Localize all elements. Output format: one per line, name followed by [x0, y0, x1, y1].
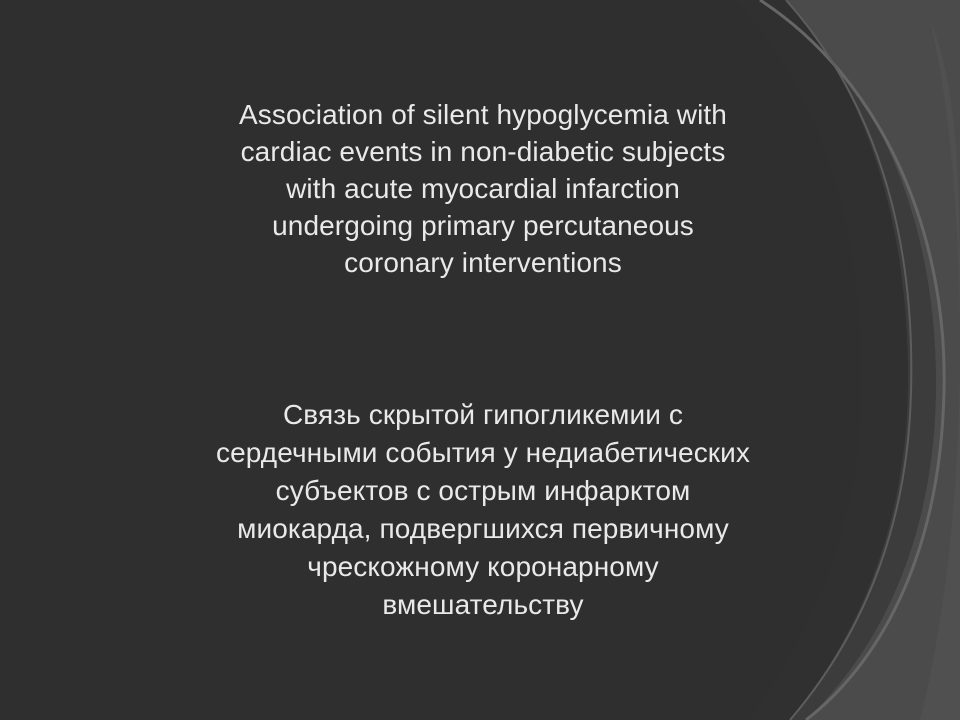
english-title-line: undergoing primary percutaneous — [272, 210, 694, 241]
russian-title-line: Связь скрытой гипогликемии с — [282, 399, 683, 430]
russian-title-line: субъектов с острым инфарктом — [275, 475, 691, 506]
english-title-line: cardiac events in non-diabetic subjects — [240, 136, 726, 167]
english-title — [0, 96, 960, 281]
russian-title-line: миокарда, подвергшихся первичному — [237, 513, 729, 544]
english-title-line: with acute myocardial infarction — [286, 173, 680, 204]
english-title-line: coronary interventions — [344, 247, 622, 278]
russian-title-line: сердечными события у недиабетических — [215, 437, 750, 468]
english-title-line: Association of silent hypoglycemia with — [239, 99, 727, 130]
russian-title — [0, 396, 960, 624]
russian-title-line: вмешательству — [382, 589, 584, 620]
russian-title-line: чрескожному коронарному — [307, 551, 659, 582]
